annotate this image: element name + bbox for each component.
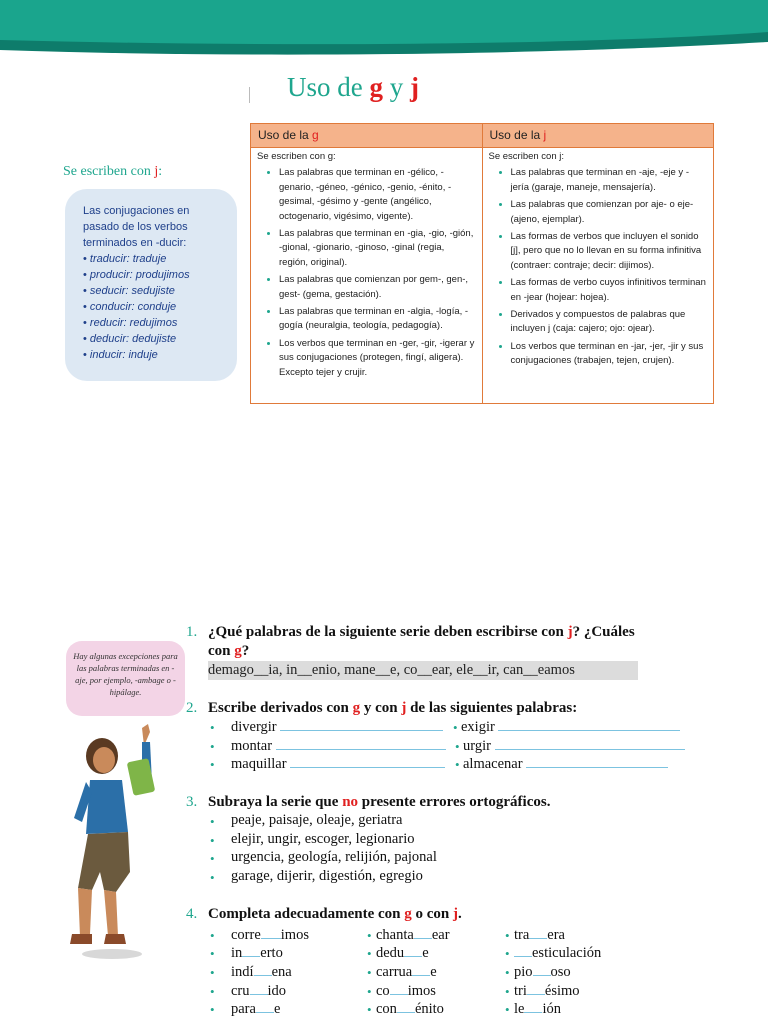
bubble-list: [83, 251, 227, 363]
derivative-row[interactable]: exigir: [461, 718, 680, 736]
divider: [249, 87, 250, 103]
exercise-question: Subraya la serie que no presente errores ortográficos.: [208, 794, 551, 810]
derivative-row[interactable]: divergir: [231, 718, 443, 736]
list-item: • inducir: induje: [83, 347, 227, 363]
exception-note: Hay algunas excepciones para las palabras terminadas en -aje, por ejemplo, -ambage o -hipálage.: [66, 641, 185, 716]
bullet: •: [367, 984, 372, 999]
g-intro: Se escriben con g:: [257, 151, 336, 162]
bullet: •: [367, 1002, 372, 1017]
list-item: • reducir: redujimos: [83, 315, 227, 331]
student-illustration: [64, 722, 174, 960]
bullet: •: [210, 851, 215, 866]
j-rules-cell: [482, 148, 714, 404]
fill-word[interactable]: para e: [231, 1001, 281, 1017]
bullet: •: [453, 720, 458, 735]
exercise-3: [186, 794, 706, 814]
exercise-number: 3.: [186, 794, 198, 810]
word-series[interactable]: demago__ia, in__enio, mane__e, co__ear, ele__ir, can__eamos: [208, 661, 638, 680]
g-rule: • Las palabras que comienzan por gem-, gen-, gest- (gema, gestación).: [279, 273, 476, 302]
g-column-header: Uso de la g: [251, 124, 483, 148]
list-item: • producir: produjimos: [83, 267, 227, 283]
list-item: • conducir: conduje: [83, 299, 227, 315]
exercise-question: ¿Qué palabras de la siguiente serie deben escribirse con j? ¿Cuáles: [208, 624, 635, 640]
info-bubble: [65, 189, 237, 381]
bullet: •: [210, 984, 215, 999]
bullet: •: [505, 1002, 510, 1017]
bullet: •: [210, 928, 215, 943]
g-rules-cell: [251, 148, 483, 404]
bullet: •: [210, 814, 215, 829]
exercise-1: [186, 624, 706, 664]
bullet: •: [210, 720, 215, 735]
rules-table: [250, 123, 714, 404]
j-rule: • Las formas de verbo cuyos infinitivos terminan en -jear (hojear: hojea).: [511, 276, 708, 305]
bullet: •: [210, 870, 215, 885]
j-rule: • Las palabras que comienzan por aje- o eje- (ajeno, ejemplar).: [511, 198, 708, 227]
g-rule: • Las palabras que terminan en -gélico, -genario, -géneo, -génico, -genio, -énito, -gesimal, -gésimo y -gente (angélico, octogenario, vigésimo, vigente).: [279, 166, 476, 224]
side-label: Se escriben con j:: [63, 164, 163, 179]
bullet: •: [505, 965, 510, 980]
exercise-number: 2.: [186, 700, 198, 716]
bullet: •: [210, 946, 215, 961]
derivative-row[interactable]: montar: [231, 737, 446, 755]
list-item: • traducir: traduje: [83, 251, 227, 267]
fill-word[interactable]: con énito: [376, 1001, 444, 1017]
fill-word[interactable]: esticulación: [514, 944, 601, 962]
fill-word[interactable]: tra era: [514, 927, 565, 943]
exercise-number: 4.: [186, 906, 198, 922]
derivative-row[interactable]: maquillar: [231, 755, 445, 773]
j-rule: • Las formas de verbos que incluyen el sonido [j], pero que no lo llevan en su forma infinitiva (contraer: contraje; decir: dijimos).: [511, 230, 708, 273]
fill-word[interactable]: in erto: [231, 945, 283, 961]
bullet: •: [505, 984, 510, 999]
derivative-row[interactable]: almacenar: [463, 755, 668, 773]
bullet: •: [367, 946, 372, 961]
bullet: •: [505, 946, 510, 961]
fill-word[interactable]: tri ésimo: [514, 983, 580, 999]
series-option[interactable]: elejir, ungir, escoger, legionario: [231, 831, 415, 847]
fill-word[interactable]: chanta ear: [376, 927, 450, 943]
bullet: •: [210, 1002, 215, 1017]
bullet: •: [210, 739, 215, 754]
derivative-row[interactable]: urgir: [463, 737, 685, 755]
bullet: •: [505, 928, 510, 943]
list-item: • seducir: sedujiste: [83, 283, 227, 299]
bullet: •: [455, 739, 460, 754]
bullet: •: [210, 833, 215, 848]
bullet: •: [367, 928, 372, 943]
j-rule: • Derivados y compuestos de palabras que incluyen j (caja: cajero; ojo: ojear).: [511, 308, 708, 337]
bullet: •: [210, 965, 215, 980]
exercise-question: Completa adecuadamente con g o con j.: [208, 906, 462, 922]
bullet: •: [367, 965, 372, 980]
g-rule: • Las palabras que terminan en -algia, -logía, -gogía (neuralgia, teología, pedagogía).: [279, 305, 476, 334]
g-rule: • Las palabras que terminan en -gia, -gio, -gión, -gional, -gionario, -ginoso, -ginal (regia, región, original).: [279, 227, 476, 270]
fill-word[interactable]: co imos: [376, 983, 436, 999]
page-title: Uso de g y j: [287, 72, 419, 102]
series-option[interactable]: peaje, paisaje, oleaje, geriatra: [231, 812, 403, 828]
series-option[interactable]: garage, dijerir, digestión, egregio: [231, 868, 423, 884]
fill-word[interactable]: carrua e: [376, 964, 437, 980]
bullet: •: [210, 757, 215, 772]
fill-word[interactable]: cru ido: [231, 983, 287, 999]
j-intro: Se escriben con j:: [488, 151, 565, 162]
fill-word[interactable]: corre imos: [231, 927, 309, 943]
fill-word[interactable]: indí ena: [231, 964, 292, 980]
fill-word[interactable]: pio oso: [514, 964, 571, 980]
fill-word[interactable]: dedu e: [376, 945, 429, 961]
series-option[interactable]: urgencia, geología, relijión, pajonal: [231, 849, 437, 865]
bubble-intro: Las conjugaciones en pasado de los verbos terminados en -ducir:: [83, 205, 190, 249]
top-banner: [0, 0, 768, 58]
j-rule: • Las palabras que terminan en -aje, -eje y -jería (garaje, maneje, mensajería).: [511, 166, 708, 195]
exercise-question-cont: con g?: [208, 643, 250, 659]
bullet: •: [455, 757, 460, 772]
exercise-4: [186, 906, 706, 926]
list-item: • deducir: dedujiste: [83, 331, 227, 347]
fill-word[interactable]: le ión: [514, 1001, 561, 1017]
j-rule: • Los verbos que terminan en -jar, -jer, -jir y sus conjugaciones (trabajen, tejen, crujen).: [511, 340, 708, 369]
exercise-number: 1.: [186, 624, 198, 640]
exercise-2: [186, 700, 706, 720]
g-rule: • Los verbos que terminan en -ger, -gir, -igerar y sus conjugaciones (protegen, fingí, aligera). Excepto tejer y crujir.: [279, 337, 476, 380]
j-column-header: Uso de la j: [482, 124, 714, 148]
exercise-question: Escribe derivados con g y con j de las siguientes palabras:: [208, 700, 578, 716]
